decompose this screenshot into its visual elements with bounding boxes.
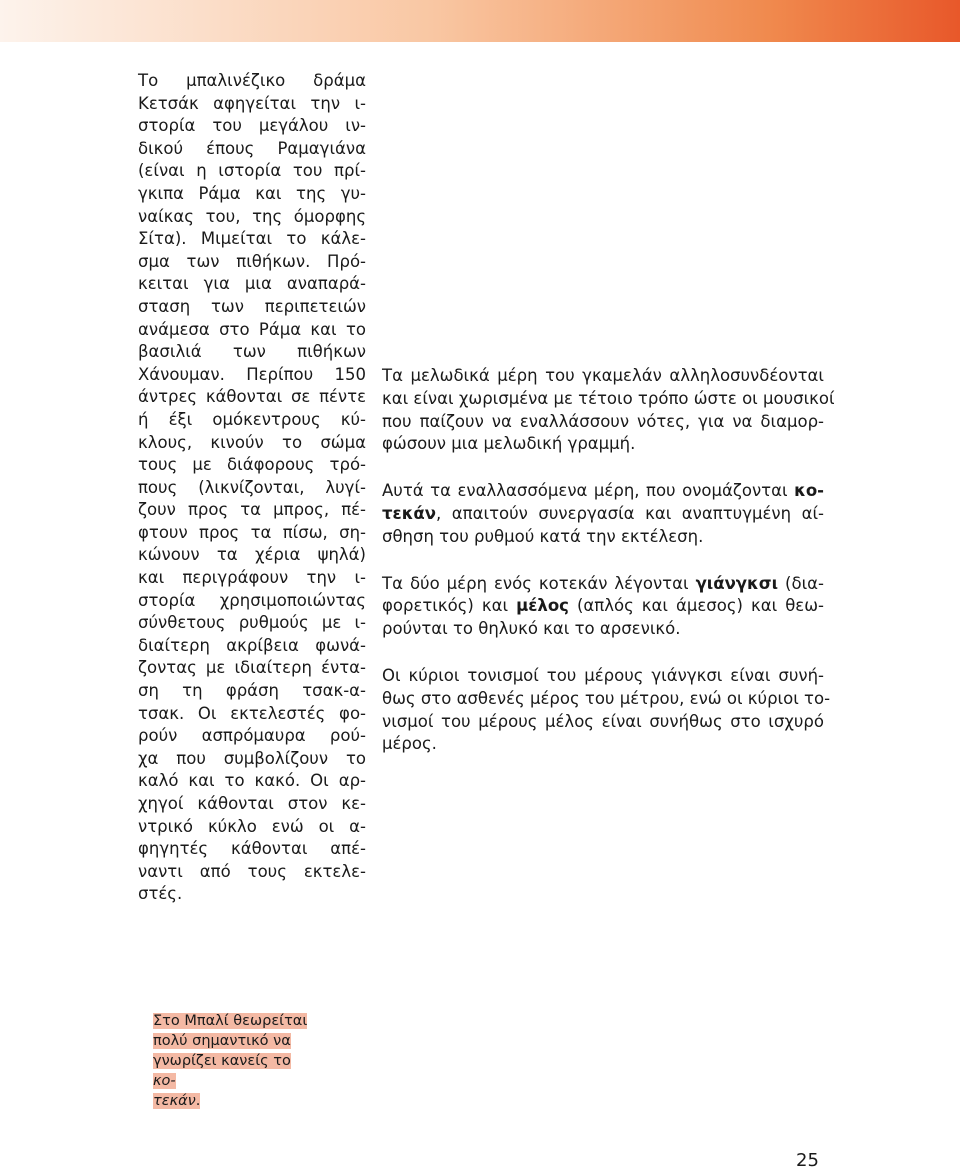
text-line: φώσουν μια μελωδική γραμμή.: [382, 434, 636, 454]
text-line: σύνθετους ρυθμούς με ι-: [138, 613, 366, 633]
paragraph-accents: [382, 665, 831, 756]
text-line: Χάνουμαν. Περίπου 150: [138, 364, 366, 384]
text-line: ανάμεσα στο Ράμα και το: [138, 319, 366, 339]
side-note: Στο Μπαλί θεωρείται πολύ σημαντικό να γνωρίζει κανείς το κο- τεκάν.: [153, 1013, 308, 1109]
text-line: Σίτα). Μιμείται το κάλε-: [138, 229, 366, 249]
text-line: διαίτερη ακρίβεια φωνά-: [138, 635, 366, 655]
paragraph-gamelan-parts: [382, 365, 835, 456]
text-line: χα που συμβολίζουν το: [138, 748, 366, 768]
text-line: ναίκας του, της όμορφης: [138, 206, 366, 226]
text-line: καλό και το κακό. Οι αρ-: [138, 771, 366, 791]
text-line: θως στο ασθενές μέρος του μέτρου, ενώ οι κύριοι το-: [382, 688, 831, 708]
text-line: Τα μελωδικά μέρη του γκαμελάν αλληλοσυνδέονται: [382, 366, 824, 385]
text-line: χηγοί κάθονται στον κε-: [138, 794, 366, 813]
text-line: φτουν προς τα πίσω, ση-: [138, 522, 366, 542]
text-line: που παίζουν να εναλλάσσουν νότες, για να διαμορ-: [382, 411, 824, 431]
text-line: βασιλιά των πιθήκων: [138, 342, 366, 362]
header-color-band: [0, 0, 960, 42]
text-line: μέρος.: [382, 734, 437, 754]
text-line: ντρικό κύκλο ενώ οι α-: [138, 816, 366, 836]
text-line: Οι κύριοι τονισμοί του μέρους γιάνγκσι είναι συνή-: [382, 665, 824, 685]
text-line: νισμοί του μέρους μέλος είναι συνήθως στο ισχυρό: [382, 711, 824, 731]
text-line: και περιγράφουν την ι-: [138, 568, 366, 588]
paragraph-kotekan: Αυτά τα εναλλασσόμενα μέρη, που ονομάζονται κο- τεκάν, απαιτούν συνεργασία και αναπτυγμένη αί- σθηση του ρυθμού κατά την εκτέλεση.: [382, 481, 824, 546]
text-line: (είναι η ιστορία του πρί-: [138, 161, 366, 181]
text-line: ζουν προς τα μπρος, πέ-: [138, 500, 366, 520]
text-line: τσακ. Οι εκτελεστές φο-: [138, 703, 366, 723]
text-line: κώνουν τα χέρια ψηλά): [138, 545, 366, 565]
text-line: ρούν ασπρόμαυρα ρού-: [138, 726, 366, 746]
text-line: κλους, κινούν το σώμα: [138, 432, 366, 452]
right-column-text: [382, 365, 835, 780]
text-line: στορία του μεγάλου ιν-: [138, 116, 366, 136]
text-line: και είναι χωρισμένα με τέτοιο τρόπο ώστε οι μουσικοί: [382, 388, 835, 408]
text-line: Το μπαλινέζικο δράμα: [138, 71, 366, 90]
text-line: τους με διάφορους τρό-: [138, 455, 366, 475]
text-line: πους (λικνίζονται, λυγί-: [138, 477, 366, 497]
text-line: Κετσάκ αφηγείται την ι-: [138, 93, 366, 113]
text-line: δικού έπους Ραμαγιάνα: [138, 138, 366, 158]
text-line: φηγητές κάθονται απέ-: [138, 839, 366, 859]
text-line: κειται για μια αναπαρά-: [138, 274, 366, 294]
text-line: ση τη φράση τσακ-α-: [138, 681, 366, 701]
text-line: ζοντας με ιδιαίτερη έντα-: [138, 658, 366, 678]
page-number: 25: [796, 1150, 819, 1171]
text-line: ναντι από τους εκτελε-: [138, 861, 366, 881]
text-line: στορία χρησιμοποιώντας: [138, 590, 366, 610]
text-line: άντρες κάθονται σε πέντε: [138, 387, 366, 407]
text-line: ή έξι ομόκεντρους κύ-: [138, 409, 366, 429]
text-line: γκιπα Ράμα και της γυ-: [138, 183, 366, 203]
left-column-text: [138, 70, 366, 906]
text-line: σμα των πιθήκων. Πρό-: [138, 251, 366, 271]
text-line: σταση των περιπετειών: [138, 296, 366, 316]
paragraph-polos-sangsih: Τα δύο μέρη ενός κοτεκάν λέγονται γιάνγκσι (δια- φορετικός) και μέλος (απλός και άμεσος) και θεω- ρούνται το θηλυκό και το αρσενικό.: [382, 573, 824, 639]
text-line: στές.: [138, 884, 183, 904]
